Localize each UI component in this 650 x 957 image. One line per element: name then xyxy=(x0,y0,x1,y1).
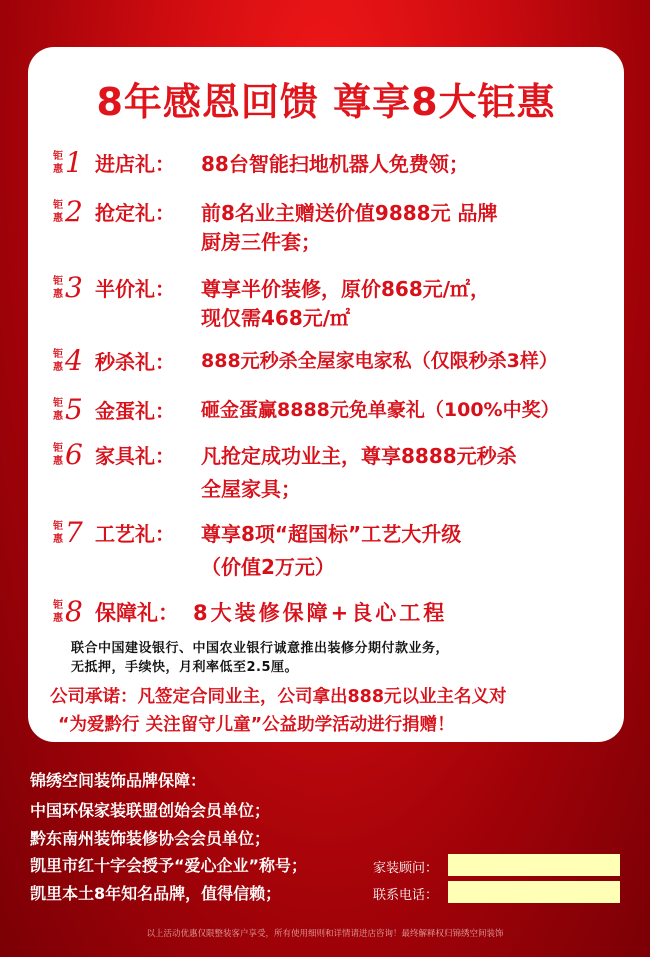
promise-line-2: “为爱黔行 关注留守儿童”公益助学活动进行捐赠！ xyxy=(58,715,455,735)
guarantee-heading: 锦绣空间装饰品牌保障： xyxy=(30,771,207,790)
badge-char-top: 钜 xyxy=(53,443,63,454)
badge-number: 3 xyxy=(65,271,83,304)
badge-char-top: 钜 xyxy=(53,349,63,360)
badge-char-bottom: 惠 xyxy=(53,534,63,545)
offer-label: 抢定礼： xyxy=(95,201,175,225)
offer-text-cont: 厨房三件套； xyxy=(201,230,321,254)
offer-text: 8大装修保障+良心工程 xyxy=(193,601,448,625)
phone-label: 联系电话： xyxy=(373,888,439,903)
badge-3 xyxy=(53,271,89,305)
loan-note-line-2: 无抵押，手续快，月利率低至2.5厘。 xyxy=(71,660,299,675)
badge-char-top: 钜 xyxy=(53,200,63,211)
offer-label: 金蛋礼： xyxy=(95,399,175,423)
badge-number: 2 xyxy=(65,195,83,228)
badge-char-top: 钜 xyxy=(53,151,63,162)
badge-char-bottom: 惠 xyxy=(53,456,63,467)
offer-text: 凡抢定成功业主，尊享8888元秒杀 xyxy=(201,444,517,468)
badge-5 xyxy=(53,393,89,427)
badge-char-bottom: 惠 xyxy=(53,411,63,422)
offer-label: 家具礼： xyxy=(95,444,175,468)
offer-text-cont: 全屋家具； xyxy=(201,477,301,501)
offer-text: 前8名业主赠送价值9888元 品牌 xyxy=(201,201,498,225)
offer-label: 半价礼： xyxy=(95,277,175,301)
badge-number: 8 xyxy=(65,595,83,628)
badge-4 xyxy=(53,344,89,378)
badge-1 xyxy=(53,146,89,180)
badge-char-bottom: 惠 xyxy=(53,289,63,300)
badge-8 xyxy=(53,595,89,629)
badge-char-top: 钜 xyxy=(53,276,63,287)
offer-text-cont: （价值2万元） xyxy=(201,555,335,579)
badge-number: 5 xyxy=(65,393,83,426)
badge-char-top: 钜 xyxy=(53,398,63,409)
offer-text: 尊享半价装修，原价868元/㎡， xyxy=(201,277,491,301)
consultant-label: 家装顾问： xyxy=(373,861,439,876)
page-title: 8年感恩回馈 尊享8大钜惠 xyxy=(96,80,556,124)
badge-6 xyxy=(53,438,89,472)
offer-text: 尊享8项“超国标”工艺大升级 xyxy=(201,522,462,546)
badge-char-bottom: 惠 xyxy=(53,164,63,175)
offer-label: 工艺礼： xyxy=(95,522,175,546)
offer-text: 88台智能扫地机器人免费领； xyxy=(201,152,469,176)
offer-text-cont: 现仅需468元/㎡ xyxy=(201,306,351,330)
badge-char-bottom: 惠 xyxy=(53,362,63,373)
offer-label: 秒杀礼： xyxy=(95,350,175,374)
consultant-field[interactable] xyxy=(448,854,620,876)
offer-card xyxy=(28,47,624,742)
offer-text: 888元秒杀全屋家电家私（仅限秒杀3样） xyxy=(201,350,558,372)
guarantee-line-1: 中国环保家装联盟创始会员单位； xyxy=(30,801,271,820)
badge-char-bottom: 惠 xyxy=(53,213,63,224)
offer-label: 进店礼： xyxy=(95,152,175,176)
phone-field[interactable] xyxy=(448,881,620,903)
guarantee-line-4: 凯里本土8年知名品牌，值得信赖； xyxy=(30,884,282,903)
promise-line-1: 公司承诺：凡签定合同业主，公司拿出888元以业主名义对 xyxy=(50,687,507,707)
offer-label: 保障礼： xyxy=(95,601,179,625)
badge-number: 4 xyxy=(65,344,83,377)
badge-char-top: 钜 xyxy=(53,600,63,611)
badge-number: 1 xyxy=(65,146,83,179)
badge-char-bottom: 惠 xyxy=(53,613,63,624)
offer-text: 砸金蛋赢8888元免单豪礼（100%中奖） xyxy=(201,399,560,421)
guarantee-line-2: 黔东南州装饰装修协会会员单位； xyxy=(30,829,271,848)
guarantee-line-3: 凯里市红十字会授予“爱心企业”称号； xyxy=(30,856,308,875)
badge-number: 6 xyxy=(65,438,83,471)
badge-2 xyxy=(53,195,89,229)
badge-7 xyxy=(53,516,89,550)
loan-note-line-1: 联合中国建设银行、中国农业银行诚意推出装修分期付款业务， xyxy=(71,641,450,656)
badge-number: 7 xyxy=(65,516,83,549)
badge-char-top: 钜 xyxy=(53,521,63,532)
footer-disclaimer: 以上活动优惠仅限整装客户享受，所有使用细则和详情请进店咨询！最终解释权归锦绣空间装饰 xyxy=(146,929,504,939)
